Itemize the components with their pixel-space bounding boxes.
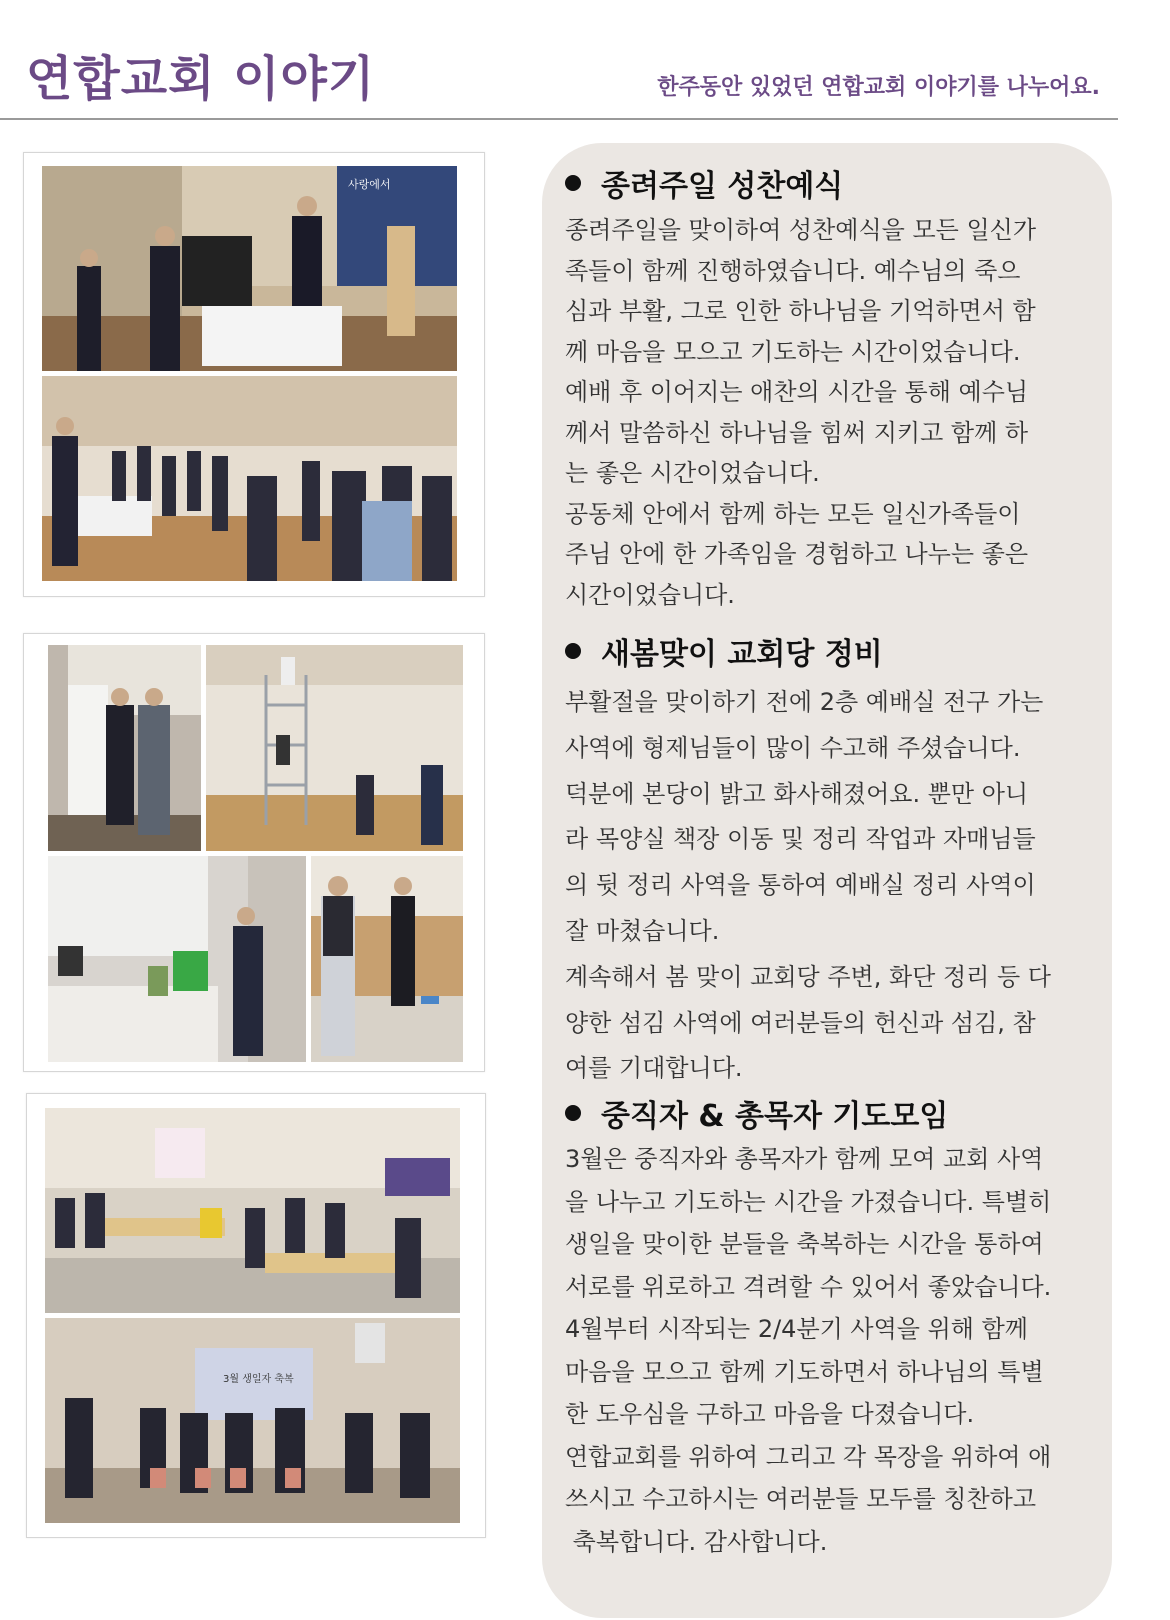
section-palm-sunday [565, 160, 1085, 615]
section-heading [565, 160, 1085, 206]
section-prayer-meeting [565, 1090, 1085, 1563]
body-line: 4월부터 시작되는 2/4분기 사역을 위해 함께 [565, 1315, 1028, 1343]
body-line: 는 좋은 시간이었습니다. [565, 459, 820, 487]
section-title: 새봄맞이 교회당 정비 [601, 637, 883, 672]
body-line: 쓰시고 수고하시는 여러분들 모두를 칭찬하고 [565, 1485, 1037, 1513]
section-body [565, 1138, 1085, 1563]
header-divider [0, 118, 1118, 120]
body-line: 께서 말씀하신 하나님을 힘써 지키고 함께 하 [565, 418, 1029, 447]
body-line: 예배 후 이어지는 애찬의 시간을 통해 예수님 [565, 378, 1029, 406]
body-line: 양한 섬김 사역에 여러분들의 헌신과 섬김, 참 [565, 1008, 1036, 1037]
photo-cleaning-room [48, 856, 306, 1062]
body-line: 서로를 위로하고 격려할 수 있어서 좋았습니다. [565, 1272, 1052, 1301]
body-line: 사역에 형제님들이 많이 수고해 주셨습니다. [565, 733, 1021, 762]
bullet-icon [565, 1105, 581, 1121]
body-line: 마음을 모으고 함께 기도하면서 하나님의 특별 [565, 1357, 1044, 1386]
photo-communion-congregation [42, 376, 457, 581]
page-title: 연합교회 이야기 [26, 51, 376, 107]
body-line: 주님 안에 한 가족임을 경험하고 나누는 좋은 [565, 540, 1029, 568]
body-line: 3월은 중직자와 총목자가 함께 모여 교회 사역 [565, 1145, 1044, 1173]
body-line: 족들이 함께 진행하였습니다. 예수님의 죽으 [565, 256, 1021, 285]
bullet-icon [565, 175, 581, 191]
body-line: 을 나누고 기도하는 시간을 가졌습니다. 특별히 [565, 1187, 1052, 1216]
section-heading [565, 1090, 1085, 1136]
page-subtitle: 한주동안 있었던 연합교회 이야기를 나누어요. [657, 75, 1100, 100]
body-line: 의 뒷 정리 사역을 통하여 예배실 정리 사역이 [565, 871, 1036, 900]
body-line: 시간이었습니다. [565, 580, 735, 609]
body-line: 종려주일을 맞이하여 성찬예식을 모든 일신가 [565, 216, 1037, 244]
body-line: 여를 기대합니다. [565, 1054, 743, 1083]
section-body [565, 680, 1085, 1092]
body-line: 생일을 맞이한 분들을 축복하는 시간을 통하여 [565, 1230, 1044, 1258]
body-line: 라 목양실 책장 이동 및 정리 작업과 자매님들 [565, 825, 1036, 854]
bullet-icon [565, 643, 581, 659]
photo-cleaning-sanctuary [311, 856, 463, 1062]
body-line: 덕분에 본당이 밝고 화사해졌어요. 뿐만 아니 [565, 779, 1029, 808]
body-line: 심과 부활, 그로 인한 하나님을 기억하면서 함 [565, 297, 1036, 325]
screen-text: 사랑에서 [348, 179, 391, 191]
body-line: 께 마음을 모으고 기도하는 시간이었습니다. [565, 337, 1021, 366]
body-line: 부활절을 맞이하기 전에 2층 예배실 전구 가는 [565, 688, 1044, 716]
photo-prayer-meeting [45, 1108, 460, 1313]
body-line: 잘 마쳤습니다. [565, 916, 720, 945]
body-line: 공동체 안에서 함께 하는 모든 일신가족들이 [565, 499, 1021, 528]
body-line: 한 도우심을 구하고 마음을 다졌습니다. [565, 1400, 975, 1428]
section-spring-cleaning [565, 628, 1085, 1092]
screen-caption: 3월 생일자 축복 [223, 1374, 294, 1385]
section-body [565, 210, 1085, 615]
body-line: 축복합니다. 감사합니다. [565, 1527, 828, 1556]
section-title: 중직자 & 총목자 기도모임 [601, 1099, 949, 1134]
photo-cleaning-scaffold [206, 645, 463, 851]
photo-communion-altar [42, 166, 457, 371]
section-title: 종려주일 성찬예식 [601, 169, 844, 204]
body-line: 계속해서 봄 맞이 교회당 주변, 화단 정리 등 다 [565, 962, 1051, 991]
body-line: 연합교회를 위하여 그리고 각 목장을 위하여 애 [565, 1442, 1052, 1471]
photo-cleaning-carry [48, 645, 201, 851]
photo-birthday-blessing [45, 1318, 460, 1523]
section-heading [565, 628, 1085, 674]
